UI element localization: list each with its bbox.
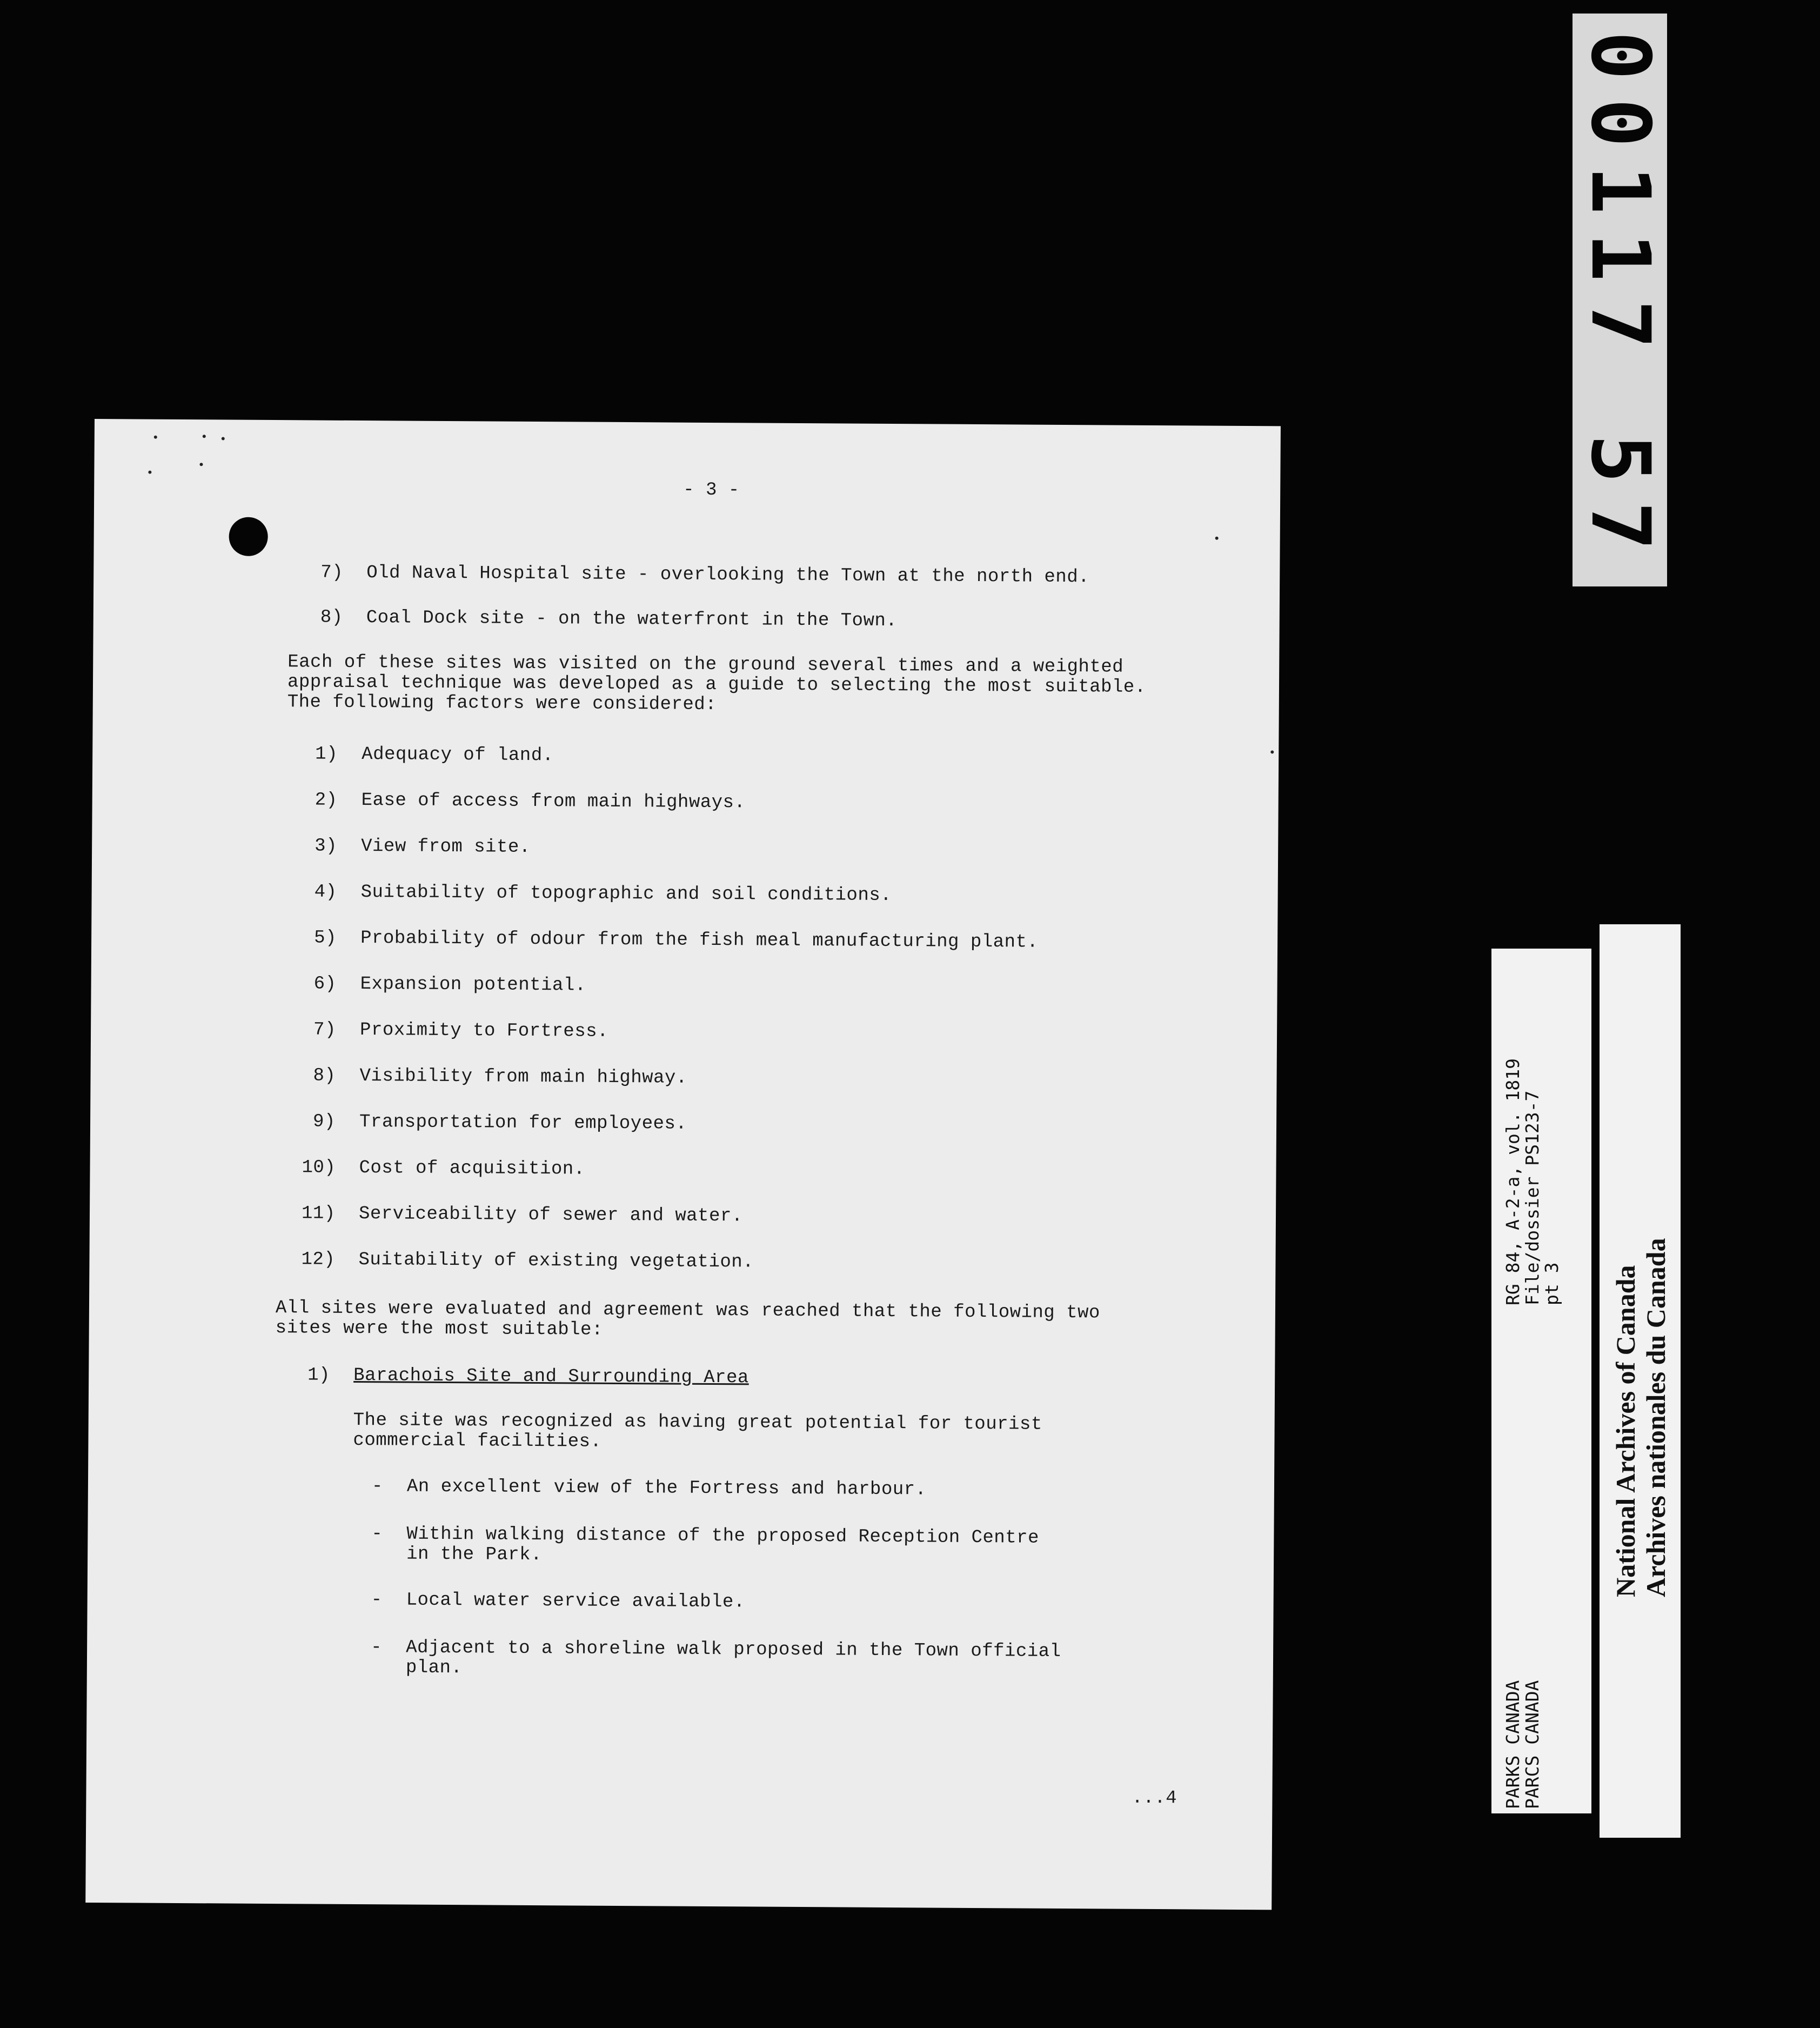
factor-num: 6) [313, 973, 337, 995]
speck [203, 435, 206, 438]
list-item: Coal Dock site - on the waterfront in the Town. [366, 608, 898, 632]
factor-num: 4) [314, 882, 337, 903]
speck [1270, 750, 1274, 753]
factor-item: View from site. [361, 836, 531, 858]
bullet-line: An excellent view of the Fortress and harbour. [406, 1476, 927, 1500]
parks-canada-label [1503, 1680, 1542, 1809]
ref-line-2: File/dossier PS123-7 [1522, 1090, 1543, 1305]
speck [148, 471, 151, 474]
parks-canada-fr: PARCS CANADA [1522, 1680, 1543, 1809]
factor-item: Proximity to Fortress. [359, 1020, 609, 1042]
factor-item: Cost of acquisition. [359, 1158, 585, 1180]
page-number: - 3 - [683, 479, 740, 501]
list-item: Old Naval Hospital site - overlooking the Town at the north end. [366, 563, 1090, 588]
bullet-dash: - [371, 1476, 383, 1497]
factor-num: 12) [301, 1249, 336, 1270]
bullet-line: Local water service available. [406, 1590, 745, 1613]
archive-name [1610, 1238, 1671, 1597]
speck [199, 463, 203, 466]
bullet-dash: - [371, 1524, 383, 1545]
factor-item: Suitability of existing vegetation. [358, 1250, 754, 1273]
frame-number: 00117 57 [1573, 31, 1667, 569]
list-item-num: 7) [320, 562, 344, 583]
factor-item: Transportation for employees. [359, 1112, 687, 1135]
archive-name-en: National Archives of Canada [1610, 1265, 1641, 1597]
punch-hole [229, 517, 267, 556]
document-page [85, 419, 1281, 1910]
archive-label [1600, 924, 1681, 1838]
site-heading: Barachois Site and Surrounding Area [353, 1365, 749, 1389]
factor-num: 11) [301, 1203, 336, 1224]
paragraph-line: appraisal technique was developed as a guide to selecting the most suitable. [287, 672, 1146, 698]
factor-item: Ease of access from main highways. [361, 790, 746, 813]
bullet-line: in the Park. [406, 1544, 543, 1566]
factor-num: 2) [315, 790, 338, 811]
factor-num: 3) [315, 836, 338, 857]
factor-item: Suitability of topographic and soil conditions. [360, 882, 892, 906]
factor-num: 8) [313, 1065, 336, 1086]
factor-num: 10) [302, 1157, 336, 1178]
frame-number-label [1573, 14, 1667, 586]
bullet-line: Within walking distance of the proposed Reception Centre [406, 1524, 1040, 1549]
speck [1215, 537, 1219, 540]
factor-item: Adequacy of land. [362, 744, 554, 766]
list-item-num: 8) [320, 607, 343, 628]
speck [154, 436, 157, 439]
factor-item: Probability of odour from the fish meal manufacturing plant. [360, 928, 1039, 953]
paragraph-line: Each of these sites was visited on the ground several times and a weighted [287, 652, 1124, 678]
factor-num: 5) [314, 928, 337, 949]
parks-canada-en: PARKS CANADA [1502, 1680, 1523, 1809]
bullet-dash: - [371, 1590, 383, 1611]
ref-line-1: RG 84, A-2-a, vol. 1819 [1502, 1058, 1523, 1305]
continuation-marker: ...4 [1132, 1787, 1177, 1809]
site-num: 1) [307, 1365, 331, 1386]
factor-num: 9) [312, 1111, 336, 1132]
factor-item: Visibility from main highway. [359, 1066, 687, 1089]
ref-line-3: pt 3 [1541, 1262, 1562, 1305]
bullet-line: plan. [405, 1657, 463, 1679]
paragraph-line: All sites were evaluated and agreement was reached that the following two [275, 1298, 1100, 1324]
paragraph-line: sites were the most suitable: [275, 1318, 604, 1340]
bullet-dash: - [371, 1637, 383, 1658]
factor-num: 7) [313, 1019, 337, 1040]
factor-item: Expansion potential. [360, 974, 586, 996]
paragraph-line: The following factors were considered: [287, 692, 717, 716]
archive-name-fr: Archives nationales du Canada [1641, 1238, 1671, 1597]
factor-num: 1) [315, 744, 338, 765]
site-desc-line: The site was recognized as having great potential for tourist [353, 1410, 1042, 1435]
record-group-reference [1503, 1058, 1562, 1305]
bullet-line: Adjacent to a shoreline walk proposed in the Town official [406, 1637, 1061, 1662]
speck [222, 437, 225, 440]
factor-item: Serviceability of sewer and water. [358, 1204, 743, 1227]
site-desc-line: commercial facilities. [353, 1430, 602, 1452]
reference-label [1491, 949, 1591, 1813]
